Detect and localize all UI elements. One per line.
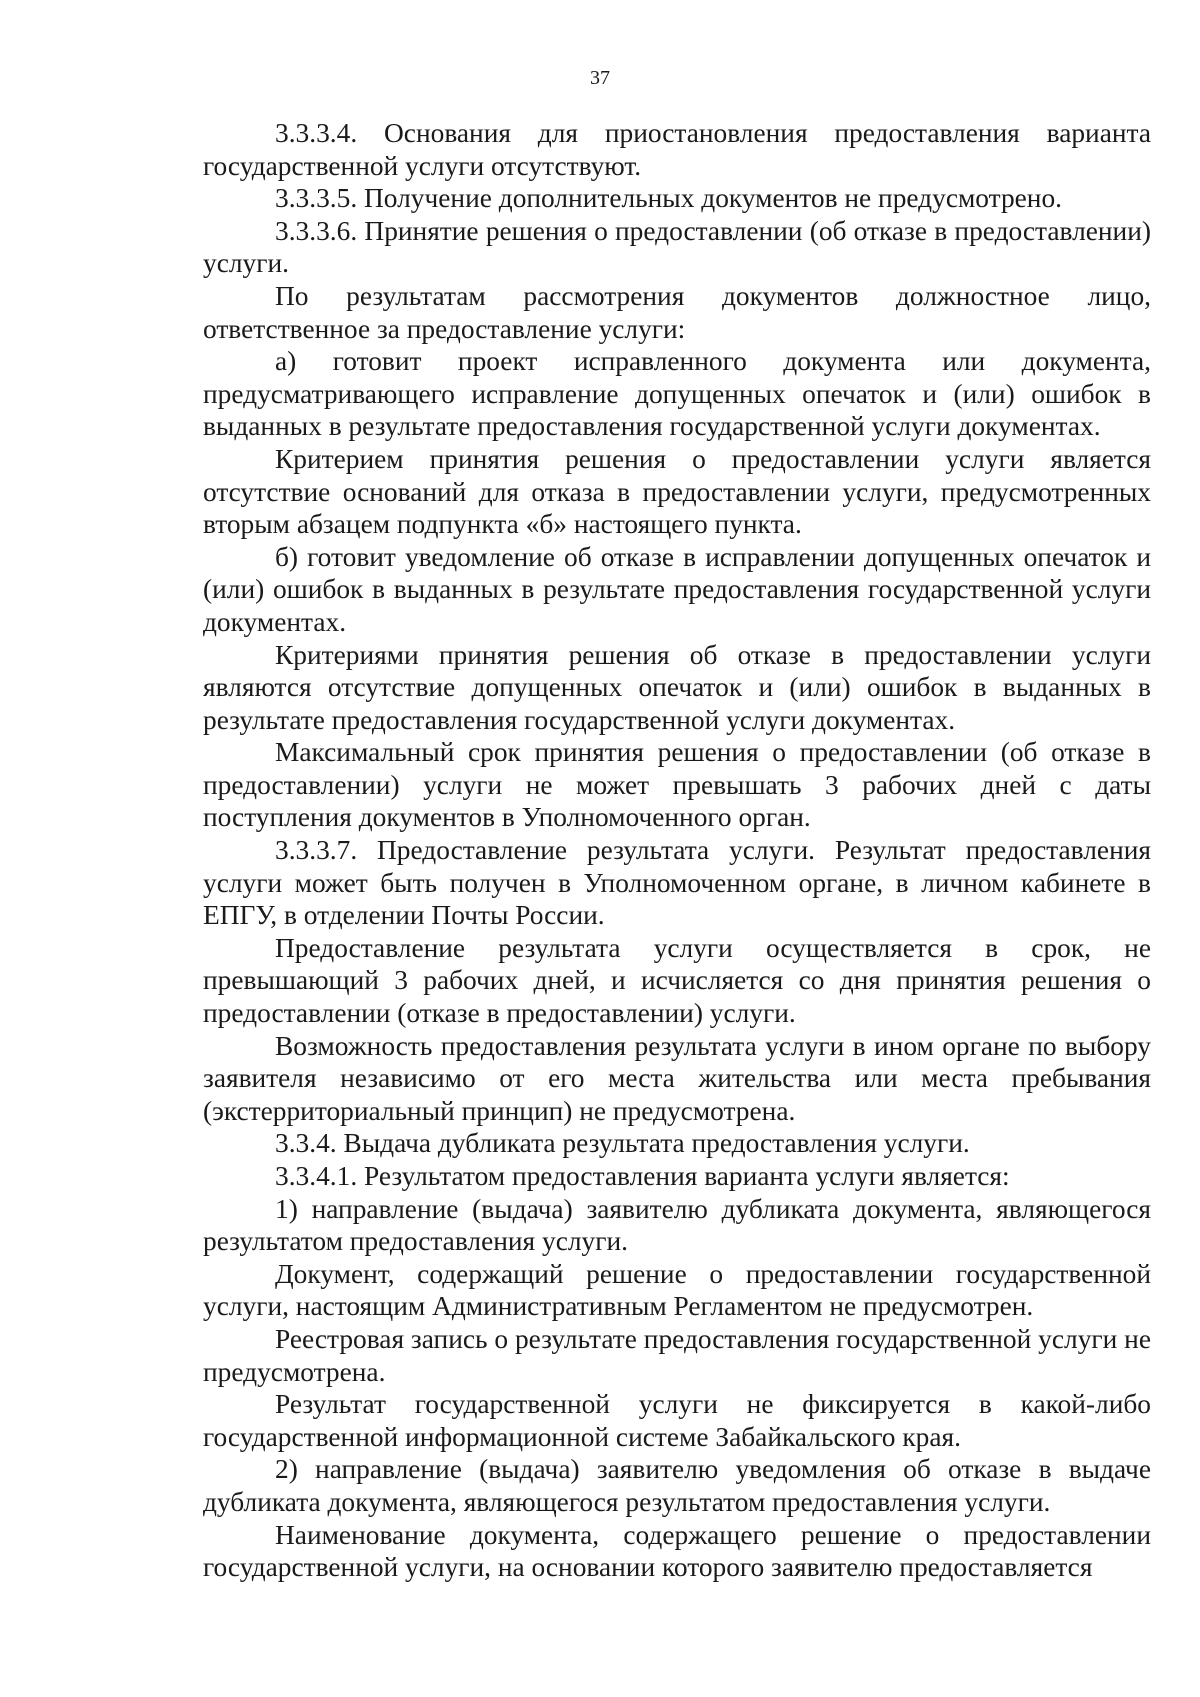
paragraph: 2) направление (выдача) заявителю уведомления об отказе в выдаче дубликата документа, являющегося результатом предоставления услуги. xyxy=(203,1454,1151,1517)
paragraph: Наименование документа, содержащего решение о предоставлении государственной услуги, на основании которого заявителю предоставляется xyxy=(203,1519,1151,1583)
paragraph: По результатам рассмотрения документов должностное лицо, ответственное за предоставление услуги: xyxy=(203,280,1151,344)
paragraph: б) готовит уведомление об отказе в исправлении допущенных опечаток и (или) ошибок в выданных в результате предоставления государственной услуги документах. xyxy=(203,541,1151,637)
paragraph: Предоставление результата услуги осуществляется в срок, не превышающий 3 рабочих дней, и исчисляется со дня принятия решения о предоставлении (отказе в предоставлении) услуги. xyxy=(203,932,1151,1029)
paragraph: 3.3.3.5. Получение дополнительных документов не предусмотрено. xyxy=(275,183,1062,214)
paragraph: 1) направление (выдача) заявителю дубликата документа, являющегося результатом предоставления услуги. xyxy=(203,1193,1151,1257)
paragraph: Документ, содержащий решение о предоставлении государственной услуги, настоящим Административным Регламентом не предусмотрен. xyxy=(203,1258,1151,1322)
paragraph: 3.3.4. Выдача дубликата результата предоставления услуги. xyxy=(275,1128,970,1159)
paragraph: 3.3.3.4. Основания для приостановления предоставления варианта государственной услуги отсутствуют. xyxy=(203,118,1151,181)
page-number: 37 xyxy=(590,67,610,89)
paragraph: а) готовит проект исправленного документа или документа, предусматривающего исправление допущенных опечаток и (или) ошибок в выданных в результате предоставления государственной услуги документах. xyxy=(203,346,1151,442)
paragraph: 3.3.3.6. Принятие решения о предоставлении (об отказе в предоставлении) услуги. xyxy=(203,215,1151,279)
paragraph: Максимальный срок принятия решения о предоставлении (об отказе в предоставлении) услуги не может превышать 3 рабочих дней с даты поступления документов в Уполномоченного орган. xyxy=(203,737,1151,833)
paragraph: Возможность предоставления результата услуги в ином органе по выбору заявителя независимо от его места жительства или места пребывания (экстерриториальный принцип) не предусмотрена. xyxy=(203,1030,1151,1126)
paragraph: Реестровая запись о результате предоставления государственной услуги не предусмотрена. xyxy=(203,1323,1151,1387)
paragraph: Критерием принятия решения о предоставлении услуги является отсутствие оснований для отказа в предоставлении услуги, предусмотренных вторым абзацем подпункта «б» настоящего пункта. xyxy=(203,443,1151,540)
paragraph: Критериями принятия решения об отказе в предоставлении услуги являются отсутствие допущенных опечаток и (или) ошибок в выданных в результате предоставления государственной услуги документах. xyxy=(203,639,1151,735)
paragraph: Результат государственной услуги не фиксируется в какой-либо государственной информационной системе Забайкальского края. xyxy=(203,1389,1151,1452)
paragraph: 3.3.3.7. Предоставление результата услуги. Результат предоставления услуги может быть получен в Уполномоченном органе, в личном кабинете в ЕПГУ, в отделении Почты России. xyxy=(203,835,1151,931)
document-body xyxy=(203,117,1151,1584)
paragraph: 3.3.4.1. Результатом предоставления варианта услуги является: xyxy=(275,1161,1010,1191)
